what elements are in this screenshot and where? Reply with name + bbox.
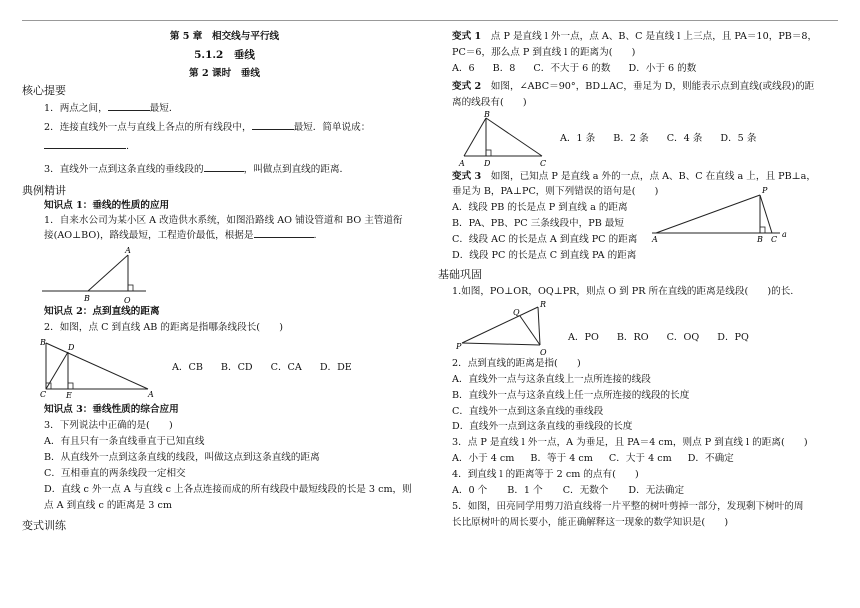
ex2-option-d[interactable]: D．DE — [319, 362, 352, 374]
examples-heading: 典例精讲 — [22, 183, 66, 197]
fig5-label-p: P — [456, 341, 462, 351]
b3-option-d[interactable]: D．不确定 — [687, 453, 734, 465]
ex3-option-d[interactable]: D．直线 c 外一点 A 与直线 c 上各点连接而成的所有线段中最短线段的长是 3 cm，则 — [44, 483, 412, 495]
v3-row — [438, 183, 842, 263]
fig5-label-q: Q — [513, 307, 520, 317]
fig4-label-line-a: a — [782, 230, 787, 240]
fig3-label-c: C — [540, 158, 547, 168]
v2-option-a[interactable]: A．1 条 — [560, 132, 596, 144]
fig3-label-a: A — [459, 158, 465, 168]
ex3-option-b[interactable]: B．从直线外一点到这条直线的线段，叫做这点到这条直线的距离 — [44, 451, 320, 463]
ex3-option-a[interactable]: A．有且只有一条直线垂直于已知直线 — [44, 435, 205, 447]
v2-options — [560, 132, 756, 146]
core-q3: 3．直线外一点到这条直线的垂线段的 ，叫做点到直线的距离． — [44, 163, 350, 175]
fig4-label-p: P — [762, 186, 768, 196]
v2-option-d[interactable]: D．5 条 — [720, 132, 757, 144]
ex3-option-d-cont: 点 A 到直线 c 的距离是 3 cm — [44, 499, 172, 511]
b2-option-c[interactable]: C．直线外一点到这条直线的垂线段 — [452, 405, 604, 417]
kp2-heading: 知识点 2：点到直线的距离 — [44, 306, 160, 318]
core-q2: 2．连接直线外一点与直线上各点的所有线段中， 最短．简单说成： — [44, 121, 371, 133]
core-q1: 1．两点之间， 最短． — [44, 102, 179, 114]
ex1-line2: 接(AO⊥BO)，路线最短，工程造价最低，根据是 . — [44, 230, 317, 242]
v2-line1: 变式 2 如图，∠ABC＝90°，BD⊥AC，垂足为 D，则能表示点到直线(或线段)的距 — [452, 80, 815, 92]
v3-option-b[interactable]: B．PA、PB、PC 三条线段中，PB 最短 — [452, 218, 624, 230]
b2-option-d[interactable]: D．直线外一点到这条直线的垂线段的长度 — [452, 421, 633, 433]
fig1-label-o: O — [124, 296, 131, 306]
ex3-question: 3．下列说法中正确的是( ) — [44, 419, 173, 431]
b1-option-d[interactable]: D．PQ — [717, 331, 749, 343]
fig5-label-r: R — [540, 299, 547, 309]
ex2-options — [172, 361, 352, 375]
fig2-label-a: A — [148, 390, 154, 400]
fig1-label-b: B — [84, 294, 90, 304]
ex2-option-c[interactable]: C．CA — [270, 362, 302, 374]
ex1-line1: 1．自来水公司为某小区 A 改造供水系统，如图沿路线 AO 铺设管道和 BO 主管道衔 — [44, 215, 403, 227]
v1-option-a[interactable]: A．6 — [452, 62, 475, 74]
right-column — [438, 24, 842, 530]
core-q2-line2: . — [22, 139, 427, 154]
header-rule — [22, 20, 838, 21]
kp3-heading: 知识点 3：垂线性质的综合应用 — [44, 404, 179, 416]
v2-option-b[interactable]: B．2 条 — [613, 132, 649, 144]
v1-line2: PC＝6，那么点 P 到直线 l 的距离为( ) — [452, 46, 636, 58]
figure-1 — [40, 245, 150, 305]
v1-line1: 变式 1 点 P 是直线 l 外一点，点 A、B、C 是直线 l 上三点，且 PA＝10，PB＝8， — [452, 31, 818, 42]
fig2-label-c: C — [40, 390, 47, 400]
fig3-label-b: B — [484, 109, 490, 119]
v3-line1: 变式 3 如图，已知点 P 是直线 a 外的一点，点 A、B、C 在直线 a 上，且 PB⊥a， — [452, 170, 816, 182]
variants-heading: 变式训练 — [22, 519, 66, 533]
b3-option-b[interactable]: B．等于 4 cm — [530, 453, 593, 465]
b1-options — [568, 331, 749, 345]
ex2-option-b[interactable]: B．CD — [220, 362, 253, 374]
fig2-label-e: E — [66, 391, 72, 400]
fig2-label-b: B — [40, 338, 46, 348]
b4-options — [452, 484, 684, 498]
b4-option-d[interactable]: D．无法确定 — [628, 485, 685, 497]
ex2-row — [22, 337, 427, 399]
v3-line2: 垂足为 B，PA⊥PC，则下列错误的语句是( ) — [452, 186, 659, 198]
v1-option-b[interactable]: B．8 — [492, 62, 516, 74]
b3-option-c[interactable]: C．大于 4 cm — [608, 453, 672, 465]
fig3-label-d: D — [484, 158, 491, 168]
v3-option-a[interactable]: A．线段 PB 的长是点 P 到直线 a 的距离 — [452, 202, 628, 214]
fig1-label-a: A — [125, 246, 131, 256]
v2-line2: 离的线段有( ) — [452, 96, 527, 108]
kp1-heading: 知识点 1：垂线的性质的应用 — [44, 199, 170, 211]
b1-row — [438, 299, 842, 357]
v2-option-c[interactable]: C．4 条 — [666, 132, 703, 144]
figure-3 — [458, 110, 548, 168]
b5-line1: 5．如图，田亮同学用剪刀沿直线将一片平整的树叶剪掉一部分，发现剩下树叶的周 — [452, 500, 804, 512]
fig4-label-a: A — [652, 235, 658, 244]
figure-5 — [456, 299, 556, 357]
ex2-question: 2．如图，点 C 到直线 AB 的距离是指哪条线段长( ) — [44, 322, 283, 334]
v3-option-d[interactable]: D．线段 PC 的长是点 C 到直线 PA 的距离 — [452, 250, 637, 262]
basics-heading: 基础巩固 — [438, 267, 482, 281]
v2-row — [438, 110, 842, 168]
fig4-label-b: B — [757, 235, 763, 244]
b3-options — [452, 452, 734, 466]
b4-option-c[interactable]: C．无数个 — [562, 485, 609, 497]
b1-option-c[interactable]: C．OQ — [666, 331, 700, 343]
b5-line2: 长比原树叶的周长要小，能正确解释这一现象的数学知识是( ) — [452, 516, 729, 528]
b4-option-b[interactable]: B．1 个 — [507, 485, 543, 497]
figure-4 — [648, 181, 788, 243]
ex3-option-c[interactable]: C．互相垂直的两条线段一定相交 — [44, 467, 186, 479]
v1-options — [452, 62, 696, 76]
b1-option-a[interactable]: A．PO — [568, 331, 599, 343]
figure-2 — [40, 337, 160, 399]
section-title: 5.1.2 垂线 — [194, 48, 255, 61]
left-column — [22, 24, 427, 534]
b2-question: 2．点到直线的距离是指( ) — [452, 357, 581, 369]
b2-option-b[interactable]: B．直线外一点与这条直线上任一点所连接的线段的长度 — [452, 389, 690, 401]
b1-question: 1.如图，PO⊥OR，OQ⊥PR，则点 O 到 PR 所在直线的距离是线段( )的长. — [452, 285, 794, 297]
fig5-label-o: O — [540, 347, 547, 357]
b4-option-a[interactable]: A．0 个 — [452, 485, 488, 497]
b3-question: 3．点 P 是直线 l 外一点，A 为垂足，且 PA＝4 cm，则点 P 到直线 l 的距离( ) — [452, 437, 808, 449]
b2-option-a[interactable]: A．直线外一点与这条直线上一点所连接的线段 — [452, 373, 651, 385]
fig4-label-c: C — [771, 235, 778, 244]
core-heading: 核心提要 — [22, 84, 66, 98]
v1-option-c[interactable]: C．不大于 6 的数 — [533, 62, 611, 74]
ex2-option-a[interactable]: A．CB — [172, 362, 203, 374]
lesson-title: 第 2 课时 垂线 — [189, 68, 260, 80]
v3-option-c[interactable]: C．线段 AC 的长是点 A 到直线 PC 的距离 — [452, 234, 638, 246]
fig2-label-d: D — [68, 343, 75, 353]
b4-question: 4．到直线 l 的距离等于 2 cm 的点有( ) — [452, 469, 639, 481]
b1-option-b[interactable]: B．RO — [616, 331, 649, 343]
chapter-title: 第 5 章 相交线与平行线 — [169, 31, 280, 42]
b3-option-a[interactable]: A．小于 4 cm — [452, 453, 515, 465]
v1-option-d[interactable]: D．小于 6 的数 — [628, 62, 697, 74]
